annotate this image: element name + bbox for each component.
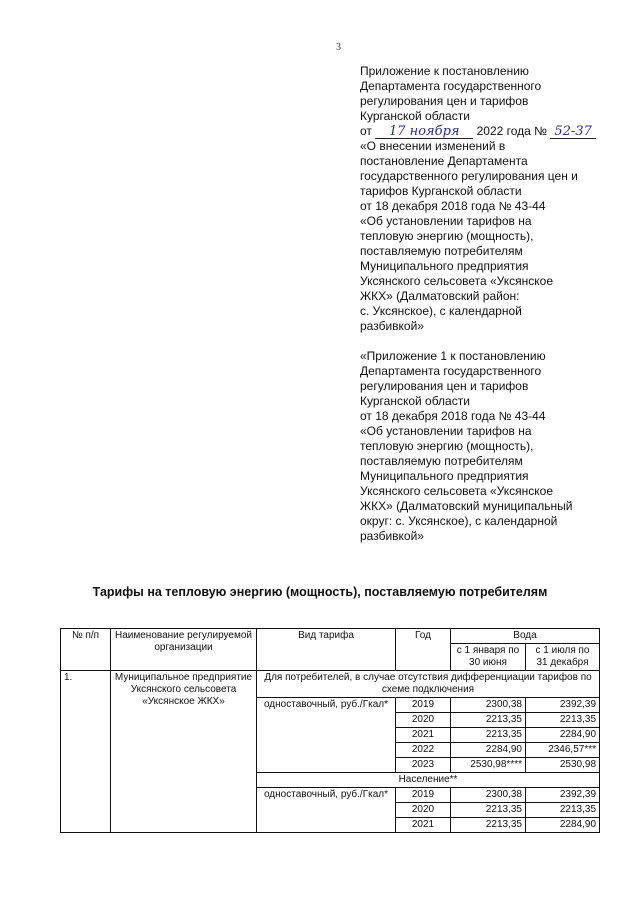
appendix-line: Департамента государственного	[360, 364, 542, 378]
appendix-block	[360, 64, 610, 544]
appendix-line: ЖКХ» (Далматовский муниципальный	[360, 499, 573, 513]
header-num: № п/п	[61, 629, 111, 671]
value-cell-period2: 2284,90	[526, 728, 600, 743]
value-cell-period2: 2392,39	[526, 698, 600, 713]
appendix-line: Муниципального предприятия	[360, 259, 529, 273]
value-cell-period1: 2300,38	[451, 698, 526, 713]
year-text: 2022 года №	[476, 124, 548, 138]
value-cell-period2: 2284,90	[526, 818, 600, 833]
appendix-line: «Об установлении тарифов на	[360, 214, 532, 228]
table-row	[61, 671, 600, 698]
header-org: Наименование регулируемой организации	[111, 629, 257, 671]
appendix-line: Муниципального предприятия	[360, 469, 529, 483]
section-header: Население**	[257, 773, 600, 788]
year-cell: 2020	[396, 803, 451, 818]
appendix-line: «Приложение 1 к постановлению	[360, 349, 546, 363]
appendix-line: от 18 декабря 2018 года № 43-44	[360, 199, 546, 213]
value-cell-period2: 2213,35	[526, 803, 600, 818]
appendix-line: «Об установлении тарифов на	[360, 424, 532, 438]
value-cell-period2: 2392,39	[526, 788, 600, 803]
value-cell-period2: 2346,57***	[526, 743, 600, 758]
value-cell-period1: 2213,35	[451, 803, 526, 818]
appendix-date-line	[360, 124, 610, 139]
value-cell-period1: 2213,35	[451, 818, 526, 833]
appendix-line: тепловую энергию (мощность),	[360, 229, 534, 243]
from-label: от	[360, 124, 372, 138]
value-cell-period2: 2530,98	[526, 758, 600, 773]
appendix-lines-second	[360, 349, 610, 544]
appendix-line: разбивкой»	[360, 529, 424, 543]
appendix-lines-after	[360, 139, 610, 334]
header-period1: с 1 января по 30 июня	[451, 644, 526, 671]
year-cell: 2023	[396, 758, 451, 773]
value-cell-period1: 2213,35	[451, 728, 526, 743]
org-name: Муниципальное предприятие Уксянского сельсовета «Уксянское ЖКХ»	[111, 671, 257, 833]
appendix-line: поставляемую потребителям	[360, 244, 523, 258]
page-number: 3	[336, 42, 341, 53]
table-title: Тарифы на тепловую энергию (мощность), поставляемую потребителям	[92, 585, 548, 599]
appendix-line: от 18 декабря 2018 года № 43-44	[360, 409, 546, 423]
section-header: Для потребителей, в случае отсутствия дифференциации тарифов по схеме подключения	[257, 671, 600, 698]
appendix-line: регулирования цен и тарифов	[360, 94, 529, 108]
value-cell-period1: 2300,38	[451, 788, 526, 803]
tariff-table	[60, 628, 600, 833]
appendix-line: постановление Департамента	[360, 154, 528, 168]
appendix-line: округ: с. Уксянское), с календарной	[360, 514, 558, 528]
appendix-line: Департамента государственного	[360, 79, 542, 93]
appendix-line: Уксянского сельсовета «Уксянское	[360, 484, 553, 498]
value-cell-period2: 2213,35	[526, 713, 600, 728]
appendix-line: регулирования цен и тарифов	[360, 379, 529, 393]
appendix-line: тарифов Курганской области	[360, 184, 522, 198]
appendix-line: с. Уксянское), с календарной	[360, 304, 522, 318]
year-cell: 2020	[396, 713, 451, 728]
value-cell-period1: 2284,90	[451, 743, 526, 758]
appendix-line: «О внесении изменений в	[360, 139, 506, 153]
appendix-line: поставляемую потребителям	[360, 454, 523, 468]
header-type: Вид тарифа	[257, 629, 396, 671]
table-header-row	[61, 629, 600, 644]
year-cell: 2022	[396, 743, 451, 758]
appendix-line: Приложение к постановлению	[360, 64, 529, 78]
appendix-line: Курганской области	[360, 394, 470, 408]
row-number: 1.	[61, 671, 111, 833]
value-cell-period1: 2213,35	[451, 713, 526, 728]
year-cell: 2019	[396, 698, 451, 713]
appendix-line: Курганской области	[360, 109, 470, 123]
spacer	[360, 334, 610, 349]
tariff-type: одноставочный, руб./Гкал*	[257, 698, 396, 773]
tariff-type: одноставочный, руб./Гкал*	[257, 788, 396, 833]
handwritten-date: 17 ноября	[375, 125, 473, 139]
year-cell: 2021	[396, 728, 451, 743]
handwritten-number: 52-37	[550, 125, 595, 139]
appendix-line: разбивкой»	[360, 319, 424, 333]
appendix-line: ЖКХ» (Далматовский район:	[360, 289, 520, 303]
appendix-line: государственного регулирования цен и	[360, 169, 578, 183]
appendix-line: Уксянского сельсовета «Уксянское	[360, 274, 553, 288]
year-cell: 2019	[396, 788, 451, 803]
value-cell-period1: 2530,98****	[451, 758, 526, 773]
header-period2: с 1 июля по 31 декабря	[526, 644, 600, 671]
year-cell: 2021	[396, 818, 451, 833]
appendix-line: тепловую энергию (мощность),	[360, 439, 534, 453]
header-year: Год	[396, 629, 451, 671]
header-water: Вода	[451, 629, 600, 644]
